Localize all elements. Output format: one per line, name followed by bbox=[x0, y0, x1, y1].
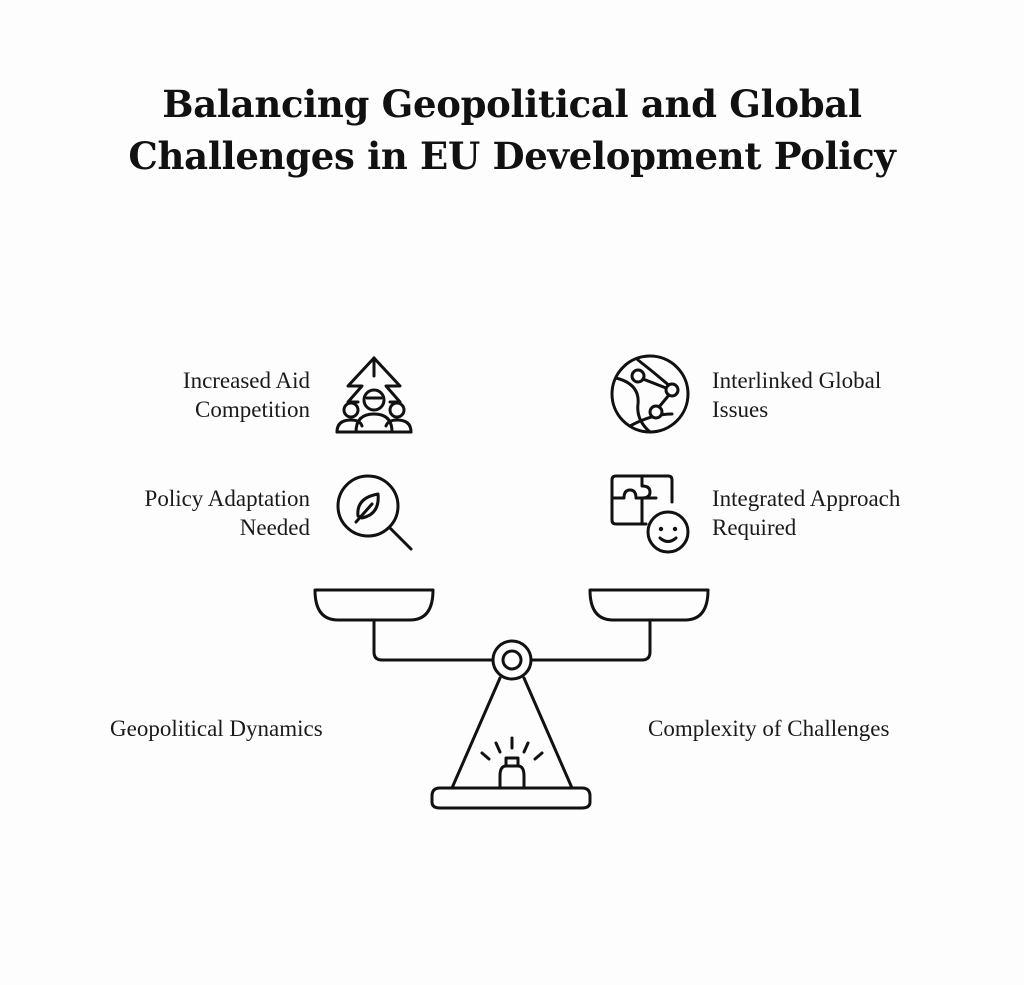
rising-arrow-people-icon bbox=[334, 354, 414, 436]
diagram-title bbox=[0, 78, 1024, 182]
title-line-1: Balancing Geopolitical and Global bbox=[162, 82, 862, 126]
label-complexity-of-challenges: Complexity of Challenges bbox=[648, 716, 890, 741]
label-policy-adaptation-needed: Policy Adaptation Needed bbox=[144, 486, 310, 540]
label-interlinked-global-issues: Interlinked Global Issues bbox=[712, 368, 882, 422]
label-geopolitical-dynamics: Geopolitical Dynamics bbox=[110, 716, 323, 741]
puzzle-face-icon bbox=[610, 474, 692, 556]
label-increased-aid-competition: Increased Aid Competition bbox=[182, 368, 310, 422]
label-integrated-approach-required: Integrated Approach Required bbox=[712, 486, 901, 540]
balance-scale-icon bbox=[300, 580, 720, 824]
title-line-2: Challenges in EU Development Policy bbox=[128, 134, 896, 178]
network-globe-icon bbox=[610, 354, 692, 436]
leaf-magnifier-icon bbox=[334, 472, 416, 554]
